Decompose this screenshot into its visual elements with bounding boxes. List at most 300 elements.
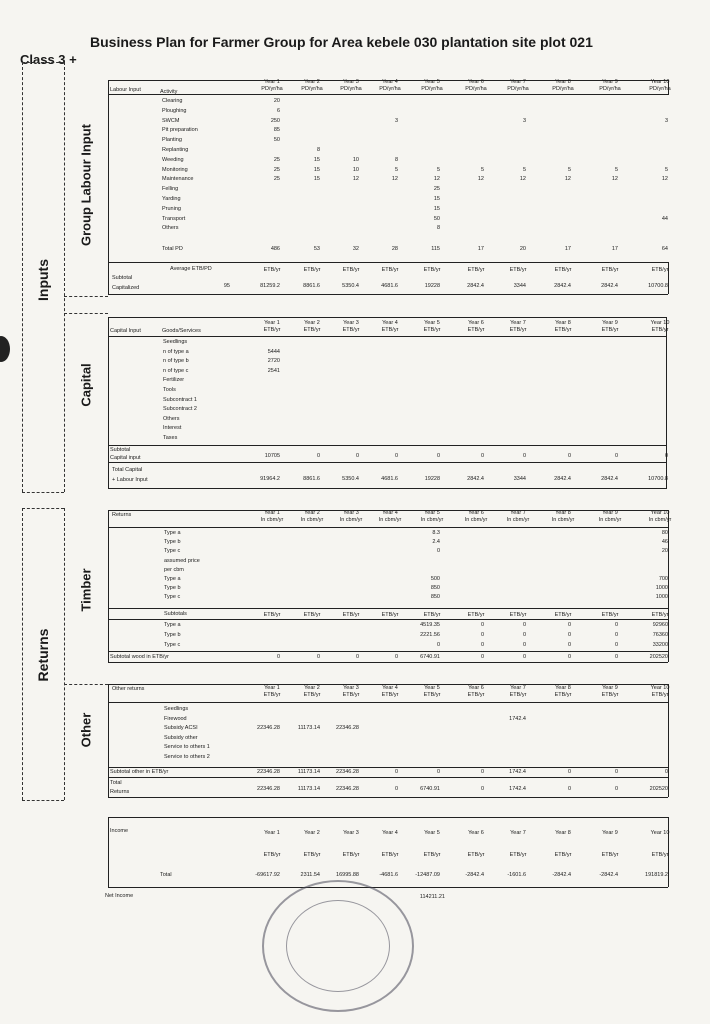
other-header-rule: [108, 702, 668, 703]
timber-label: Type b: [164, 539, 181, 546]
income-year-header: Year 5: [424, 830, 440, 836]
value-cell: -69617.92: [255, 872, 280, 878]
year-header: Year 6: [468, 510, 484, 516]
unit-header: In cbm/yr: [378, 517, 402, 523]
returns-frame-top: [22, 508, 64, 509]
total-returns-label-2: Returns: [110, 789, 130, 795]
year-header: Year 6: [468, 79, 484, 85]
value-cell: 5: [614, 166, 618, 173]
unit-header: In cbm/yr: [464, 517, 488, 523]
unit-header: In cbm/yr: [420, 517, 444, 523]
value-cell: 0: [480, 641, 484, 648]
value-cell: 91964.2: [260, 476, 280, 482]
value-cell: 8.3: [432, 530, 440, 536]
other-label: Seedlings: [164, 706, 189, 712]
value-cell: 20: [519, 246, 526, 252]
other-left-rule: [108, 684, 109, 797]
unit-header: PD/yr/ha: [340, 86, 362, 92]
value-cell: 0: [480, 453, 484, 459]
value-cell: 4681.6: [381, 283, 398, 289]
year-header: Year 10: [650, 510, 670, 516]
value-cell: 0: [316, 453, 320, 459]
unit-header: In cbm/yr: [339, 517, 363, 523]
value-cell: 17: [477, 246, 484, 252]
value-cell: 17: [611, 246, 618, 252]
unit-header: In cbm/yr: [260, 517, 284, 523]
value-cell: 50: [273, 137, 280, 144]
year-header: Year 4: [382, 685, 398, 691]
activity-label: Ploughing: [162, 107, 187, 114]
value-cell: 5: [394, 166, 398, 173]
unit-cell: ETB/yr: [263, 612, 281, 618]
activity-header: Activity: [160, 89, 178, 95]
unit-cell: ETB/yr: [303, 267, 321, 273]
other-label: Service to others 1: [164, 744, 210, 751]
value-cell: 10: [352, 166, 359, 173]
goods-label: Interest: [163, 425, 182, 432]
year-header: Year 10: [650, 320, 670, 326]
income-unit-header: ETB/yr: [467, 852, 485, 858]
value-cell: 2311.54: [300, 872, 320, 878]
value-cell: 12: [661, 176, 668, 183]
value-cell: 4681.6: [381, 476, 398, 482]
value-cell: 5: [436, 166, 440, 173]
unit-header: ETB/yr: [509, 692, 527, 698]
activity-label: Yarding: [162, 196, 181, 202]
inputs-frame-top: [22, 62, 64, 63]
unit-header: In cbm/yr: [300, 517, 324, 523]
inputs-frame-right: [64, 62, 65, 492]
unit-header: ETB/yr: [423, 327, 441, 333]
income-year-header: Year 4: [382, 830, 398, 836]
unit-header: PD/yr/ha: [379, 86, 401, 92]
timber-header-rule: [108, 527, 668, 528]
unit-header: ETB/yr: [303, 692, 321, 698]
unit-header: PD/yr/ha: [261, 86, 283, 92]
value-cell: 85: [273, 127, 280, 134]
value-cell: 0: [614, 641, 618, 648]
value-cell: 28: [391, 246, 398, 252]
labour-sub-right: [668, 262, 669, 294]
value-cell: 22346.28: [336, 769, 359, 775]
timber-value-label: Type c: [164, 641, 181, 648]
value-cell: 0: [567, 786, 571, 792]
unit-cell: ETB/yr: [651, 267, 669, 273]
capital-header-rule: [108, 336, 666, 337]
value-cell: 4519.35: [420, 622, 440, 628]
returns-frame-bottom: [22, 800, 64, 801]
unit-header: ETB/yr: [554, 692, 572, 698]
goods-label: Fertilizer: [163, 377, 185, 384]
value-cell: 11173.14: [297, 725, 320, 732]
inputs-divider: [64, 296, 108, 297]
value-cell: 2541: [267, 367, 280, 374]
income-unit-header: ETB/yr: [423, 852, 441, 858]
unit-header: In cbm/yr: [551, 517, 575, 523]
year-header: Year 9: [602, 510, 618, 516]
year-header: Year 7: [510, 79, 526, 85]
value-cell: 0: [480, 786, 484, 792]
value-cell: 0: [567, 769, 571, 775]
income-year-header: Year 6: [468, 830, 484, 836]
value-cell: -2842.4: [552, 872, 571, 878]
value-cell: 15: [433, 205, 440, 212]
year-header: Year 8: [555, 510, 571, 516]
punch-hole: [0, 336, 10, 362]
unit-cell: ETB/yr: [381, 267, 399, 273]
timber-label: Type c: [164, 594, 181, 601]
value-cell: 486: [270, 246, 280, 252]
year-header: Year 4: [382, 510, 398, 516]
unit-header: ETB/yr: [342, 327, 360, 333]
unit-header: ETB/yr: [423, 692, 441, 698]
value-cell: 0: [394, 453, 398, 459]
value-cell: 202520: [649, 786, 668, 792]
value-cell: 19228: [424, 476, 440, 482]
timber-value-label: Type a: [164, 622, 181, 628]
activity-label: Replanting: [162, 147, 189, 153]
value-cell: 0: [614, 654, 618, 660]
value-cell: 12: [611, 176, 618, 183]
timber-label: Type a: [164, 530, 181, 536]
value-cell: 250: [270, 117, 280, 124]
value-cell: 0: [522, 641, 526, 648]
unit-cell: ETB/yr: [554, 612, 572, 618]
value-cell: 12: [564, 176, 571, 183]
value-cell: 0: [522, 631, 526, 638]
year-header: Year 4: [382, 320, 398, 326]
returns-frame-right: [64, 508, 65, 800]
capital-top-rule: [108, 317, 666, 318]
timber-label: Timber: [78, 568, 94, 612]
value-cell: 0: [394, 769, 398, 775]
income-unit-header: ETB/yr: [509, 852, 527, 858]
total-capital-label-2: + Labour Input: [112, 477, 148, 483]
value-cell: 22346.28: [257, 769, 280, 775]
value-cell: 0: [522, 654, 526, 660]
unit-header: ETB/yr: [601, 327, 619, 333]
group-labour-label: Group Labour Input: [78, 123, 94, 247]
value-cell: 5: [480, 166, 484, 173]
value-cell: 11173.14: [297, 786, 320, 792]
value-cell: 850: [430, 594, 440, 601]
value-cell: 0: [614, 786, 618, 792]
year-header: Year 9: [602, 79, 618, 85]
year-header: Year 8: [555, 320, 571, 326]
value-cell: 3: [394, 117, 398, 124]
value-cell: 2842.4: [467, 283, 484, 289]
value-cell: 6740.91: [420, 654, 440, 660]
value-cell: 3: [522, 117, 526, 124]
unit-cell: ETB/yr: [509, 612, 527, 618]
year-header: Year 2: [304, 685, 320, 691]
timber-sub-rule-2: [108, 619, 668, 620]
goods-label: n of type c: [163, 367, 189, 374]
year-header: Year 7: [510, 685, 526, 691]
timber-value-label: Type b: [164, 631, 181, 638]
value-cell: 0: [394, 654, 398, 660]
year-header: Year 2: [304, 79, 320, 85]
value-cell: 0: [316, 654, 320, 660]
year-header: Year 5: [424, 510, 440, 516]
activity-label: Pit preparation: [162, 127, 198, 134]
unit-header: ETB/yr: [381, 327, 399, 333]
value-cell: 11173.14: [297, 769, 320, 775]
value-cell: 191819.2: [645, 872, 668, 878]
value-cell: 8: [436, 225, 440, 232]
timber-label: assumed price: [164, 557, 200, 564]
value-cell: 3344: [513, 283, 526, 289]
value-cell: 2842.4: [601, 476, 618, 482]
value-cell: 0: [480, 631, 484, 638]
year-header: Year 10: [650, 685, 670, 691]
value-cell: 50: [433, 215, 440, 222]
value-cell: -12487.09: [415, 872, 440, 878]
value-cell: 0: [614, 631, 618, 638]
unit-cell: ETB/yr: [423, 612, 441, 618]
value-cell: 5: [567, 166, 571, 173]
unit-header: In cbm/yr: [506, 517, 530, 523]
timber-left-rule: [108, 510, 109, 662]
value-cell: 500: [430, 576, 440, 582]
year-header: Year 10: [650, 79, 670, 85]
income-unit-header: ETB/yr: [651, 852, 669, 858]
timber-label: per cbm: [164, 566, 184, 573]
other-label: Service to others 2: [164, 754, 210, 760]
average-label: Average ETB/PD: [170, 266, 212, 272]
value-cell: 25: [433, 186, 440, 193]
unit-header: PD/yr/ha: [301, 86, 323, 92]
income-unit-header: ETB/yr: [554, 852, 572, 858]
value-cell: 15: [313, 176, 320, 183]
unit-cell: ETB/yr: [651, 612, 669, 618]
value-cell: 19228: [424, 283, 440, 289]
goods-label: Subcontract 1: [163, 396, 197, 403]
activity-label: Total PD: [162, 246, 183, 252]
value-cell: 32: [352, 246, 359, 252]
value-cell: 0: [664, 769, 668, 775]
value-cell: -2842.4: [599, 872, 618, 878]
value-cell: 0: [522, 453, 526, 459]
income-year-header: Year 8: [555, 830, 571, 836]
value-cell: 10: [352, 156, 359, 163]
activity-label: SWCM: [162, 117, 180, 124]
income-unit-header: ETB/yr: [303, 852, 321, 858]
unit-header: ETB/yr: [263, 327, 281, 333]
value-cell: 850: [430, 585, 440, 592]
goods-label: Taxes: [163, 435, 178, 441]
returns-header: Returns: [112, 512, 132, 518]
value-cell: 22346.28: [336, 725, 359, 732]
value-cell: 700: [658, 576, 668, 582]
value-cell: 53: [313, 246, 320, 252]
value-cell: 22346.28: [257, 786, 280, 792]
activity-label: Pruning: [162, 205, 181, 212]
value-cell: 12: [519, 176, 526, 183]
unit-header: ETB/yr: [342, 692, 360, 698]
value-cell: 10705: [264, 453, 280, 459]
year-header: Year 1: [264, 510, 280, 516]
goods-label: Subcontract 2: [163, 406, 197, 413]
timber-sub-rule: [108, 608, 668, 609]
income-bottom-rule: [108, 887, 668, 888]
unit-header: ETB/yr: [651, 692, 669, 698]
capital-sub-rule: [108, 445, 666, 446]
year-header: Year 3: [343, 320, 359, 326]
timber-label: Type a: [164, 576, 181, 582]
activity-label: Weeding: [162, 156, 184, 163]
total-capital-label: Total Capital: [112, 467, 143, 473]
value-cell: 2.4: [432, 539, 440, 546]
value-cell: 5444: [267, 348, 280, 355]
value-cell: -4681.6: [379, 872, 398, 878]
unit-cell: ETB/yr: [601, 612, 619, 618]
income-unit-header: ETB/yr: [381, 852, 399, 858]
timber-label: Type b: [164, 585, 181, 592]
other-label: Other: [78, 712, 94, 748]
year-header: Year 1: [264, 685, 280, 691]
value-cell: 17: [564, 246, 571, 252]
average-value: 95: [223, 283, 230, 289]
value-cell: 0: [480, 654, 484, 660]
other-right-rule: [668, 684, 669, 797]
income-year-header: Year 7: [510, 830, 526, 836]
activity-label: Clearing: [162, 98, 183, 104]
year-header: Year 2: [304, 510, 320, 516]
unit-header: PD/yr/ha: [649, 86, 671, 92]
income-unit-header: ETB/yr: [263, 852, 281, 858]
year-header: Year 3: [343, 79, 359, 85]
unit-cell: ETB/yr: [263, 267, 281, 273]
value-cell: -2842.4: [465, 872, 484, 878]
other-returns-header: Other returns: [112, 686, 145, 692]
unit-header: ETB/yr: [263, 692, 281, 698]
value-cell: -1601.6: [507, 872, 526, 878]
value-cell: 12: [477, 176, 484, 183]
value-cell: 1000: [655, 594, 668, 601]
value-cell: 0: [567, 453, 571, 459]
value-cell: 8: [394, 156, 398, 163]
unit-cell: ETB/yr: [423, 267, 441, 273]
income-year-header: Year 2: [304, 830, 320, 836]
goods-label: Others: [163, 415, 180, 422]
capital-label: Capital: [78, 363, 94, 407]
value-cell: 2842.4: [601, 283, 618, 289]
inputs-divider-2: [64, 313, 108, 314]
value-cell: 25: [273, 156, 280, 163]
unit-header: PD/yr/ha: [465, 86, 487, 92]
value-cell: 16995.88: [336, 872, 359, 878]
value-cell: 0: [567, 631, 571, 638]
year-header: Year 5: [424, 685, 440, 691]
year-header: Year 2: [304, 320, 320, 326]
value-cell: 10700.8: [648, 283, 668, 289]
value-cell: 80: [661, 530, 668, 536]
value-cell: 5350.4: [342, 283, 359, 289]
value-cell: 15: [313, 166, 320, 173]
page-title: Business Plan for Farmer Group for Area kebele 030 plantation site plot 021: [90, 34, 593, 50]
value-cell: 0: [436, 769, 440, 775]
inputs-label: Inputs: [35, 259, 51, 301]
capital-total-rule: [108, 462, 666, 463]
value-cell: 0: [614, 453, 618, 459]
income-total-label: Total: [160, 872, 172, 878]
unit-header: ETB/yr: [509, 327, 527, 333]
timber-wood-rule: [108, 651, 668, 652]
net-income-value: 114211.21: [419, 894, 445, 900]
value-cell: 64: [661, 246, 668, 252]
activity-label: Felling: [162, 186, 179, 193]
value-cell: 0: [276, 654, 280, 660]
goods-label: Tools: [163, 387, 176, 393]
value-cell: 6740.91: [420, 786, 440, 792]
subtotal-label: Subtotal: [112, 275, 133, 281]
value-cell: 5: [522, 166, 526, 173]
value-cell: 92960: [652, 622, 668, 628]
timber-bottom-rule: [108, 662, 668, 663]
value-cell: 8861.6: [303, 283, 320, 289]
value-cell: 2720: [267, 358, 280, 365]
unit-header: In cbm/yr: [598, 517, 622, 523]
returns-frame-left: [22, 508, 23, 800]
unit-cell: ETB/yr: [342, 612, 360, 618]
income-year-header: Year 10: [650, 830, 670, 836]
value-cell: 81259.2: [260, 283, 280, 289]
value-cell: 8: [316, 147, 320, 153]
value-cell: 3344: [513, 476, 526, 482]
unit-header: ETB/yr: [467, 692, 485, 698]
unit-cell: ETB/yr: [509, 267, 527, 273]
activity-label: Maintenance: [162, 176, 194, 183]
value-cell: 0: [522, 622, 526, 628]
labour-total-rule: [108, 262, 668, 263]
year-header: Year 9: [602, 320, 618, 326]
value-cell: 0: [567, 654, 571, 660]
value-cell: 15: [313, 156, 320, 163]
value-cell: 0: [436, 453, 440, 459]
value-cell: 1000: [655, 585, 668, 592]
other-bottom-rule: [108, 797, 668, 798]
unit-header: ETB/yr: [554, 327, 572, 333]
inputs-frame-left: [22, 62, 23, 492]
income-unit-header: ETB/yr: [601, 852, 619, 858]
value-cell: 1742.4: [509, 715, 526, 722]
capital-left-rule: [108, 317, 109, 489]
value-cell: 0: [355, 654, 359, 660]
value-cell: 5: [664, 166, 668, 173]
total-returns-label: Total: [110, 780, 122, 786]
value-cell: 2842.4: [554, 476, 571, 482]
value-cell: 12: [433, 176, 440, 183]
value-cell: 1742.4: [509, 769, 526, 775]
value-cell: 20: [661, 548, 668, 555]
activity-label: Monitoring: [162, 166, 188, 173]
unit-header: ETB/yr: [467, 327, 485, 333]
class-label: Class 3 +: [20, 52, 77, 67]
year-header: Year 6: [468, 685, 484, 691]
income-top-rule: [108, 817, 668, 818]
value-cell: 0: [436, 548, 440, 555]
unit-header: ETB/yr: [651, 327, 669, 333]
value-cell: 2842.4: [554, 283, 571, 289]
other-label: Subsidy other: [164, 734, 198, 741]
year-header: Year 7: [510, 510, 526, 516]
inputs-frame-bottom: [22, 492, 64, 493]
value-cell: 15: [433, 196, 440, 202]
value-cell: 2842.4: [467, 476, 484, 482]
unit-header: PD/yr/ha: [421, 86, 443, 92]
unit-header: ETB/yr: [381, 692, 399, 698]
